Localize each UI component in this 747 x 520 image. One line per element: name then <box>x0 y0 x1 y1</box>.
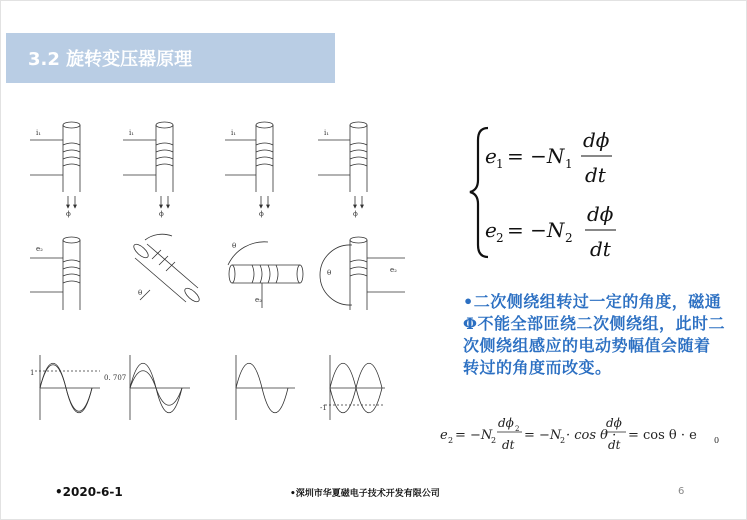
beq-p1: e <box>440 428 448 443</box>
bottom-equation <box>440 416 719 452</box>
eq1-num: dϕ <box>583 128 610 152</box>
footer-company: •深圳市华夏磁电子技术开发有限公司 <box>290 489 440 499</box>
eq1-rhs: = −N <box>507 144 565 168</box>
eq2-num: dϕ <box>587 202 614 226</box>
eq2-den: dt <box>590 237 611 261</box>
beq-f1-num-sub: 2 <box>515 425 520 433</box>
flux-label: ϕ <box>353 210 358 218</box>
emf-labels <box>36 242 397 304</box>
eq1-rhs-sub: 1 <box>565 157 573 171</box>
wave-amp-label: 1 <box>30 369 35 377</box>
beq-p5: = cos θ · e <box>628 428 697 443</box>
angle-label: θ <box>232 242 237 250</box>
angle-label: θ <box>138 289 143 297</box>
emf-label: e₂ <box>255 296 262 304</box>
beq-p2-sub: 2 <box>491 436 497 445</box>
page-number: 6 <box>678 486 685 497</box>
secondary-coil-figure-3 <box>228 242 303 308</box>
slide-title: 3.2 旋转变压器原理 <box>28 49 193 70</box>
flux-label: ϕ <box>259 210 264 218</box>
beq-p5-sub: 0 <box>714 436 720 445</box>
current-labels <box>36 129 358 218</box>
eq2-lhs-sub: 2 <box>496 231 504 245</box>
eq1-lhs: e <box>485 144 497 168</box>
beq-p3-sub: 2 <box>560 436 566 445</box>
eq2-rhs: = −N <box>507 218 565 242</box>
waveform-3 <box>236 355 295 420</box>
footer-date: •2020-6-1 <box>55 485 123 499</box>
emf-label: e₂ <box>390 266 397 274</box>
eq1-den: dt <box>585 163 606 187</box>
beq-f2-num: dϕ <box>606 416 622 430</box>
wave-amp-label: 0. 707 <box>104 374 127 382</box>
current-label: i₁ <box>231 129 237 137</box>
flux-label: ϕ <box>159 210 164 218</box>
beq-p4: · cos θ · <box>566 428 617 443</box>
current-label: i₁ <box>324 129 330 137</box>
eq2-rhs-sub: 2 <box>565 231 573 245</box>
wave-amp-label: -1 <box>320 404 327 412</box>
equation-system <box>470 128 616 261</box>
waveform-1 <box>35 355 100 420</box>
angle-label: θ <box>327 269 332 277</box>
eq1-lhs-sub: 1 <box>496 157 504 171</box>
bullet-paragraph: •二次侧绕组转过一定的角度，磁通Φ不能全部匝绕二次侧绕组，此时二次侧绕组感应的电动势幅值会随着转过的角度而改变。 <box>463 292 725 377</box>
beq-f1-den: dt <box>502 438 515 452</box>
eq2-lhs: e <box>485 218 497 242</box>
current-label: i₁ <box>36 129 42 137</box>
emf-label: e₂ <box>36 245 43 253</box>
beq-f2-den: dt <box>608 438 621 452</box>
beq-p2: = −N <box>455 428 493 443</box>
waveform-2 <box>130 355 190 420</box>
flux-label: ϕ <box>66 210 71 218</box>
waveform-4 <box>325 355 385 420</box>
current-label: i₁ <box>129 129 135 137</box>
beq-p1-sub: 2 <box>448 436 454 445</box>
beq-p3: = −N <box>524 428 562 443</box>
beq-f1-num: dϕ <box>498 416 514 430</box>
